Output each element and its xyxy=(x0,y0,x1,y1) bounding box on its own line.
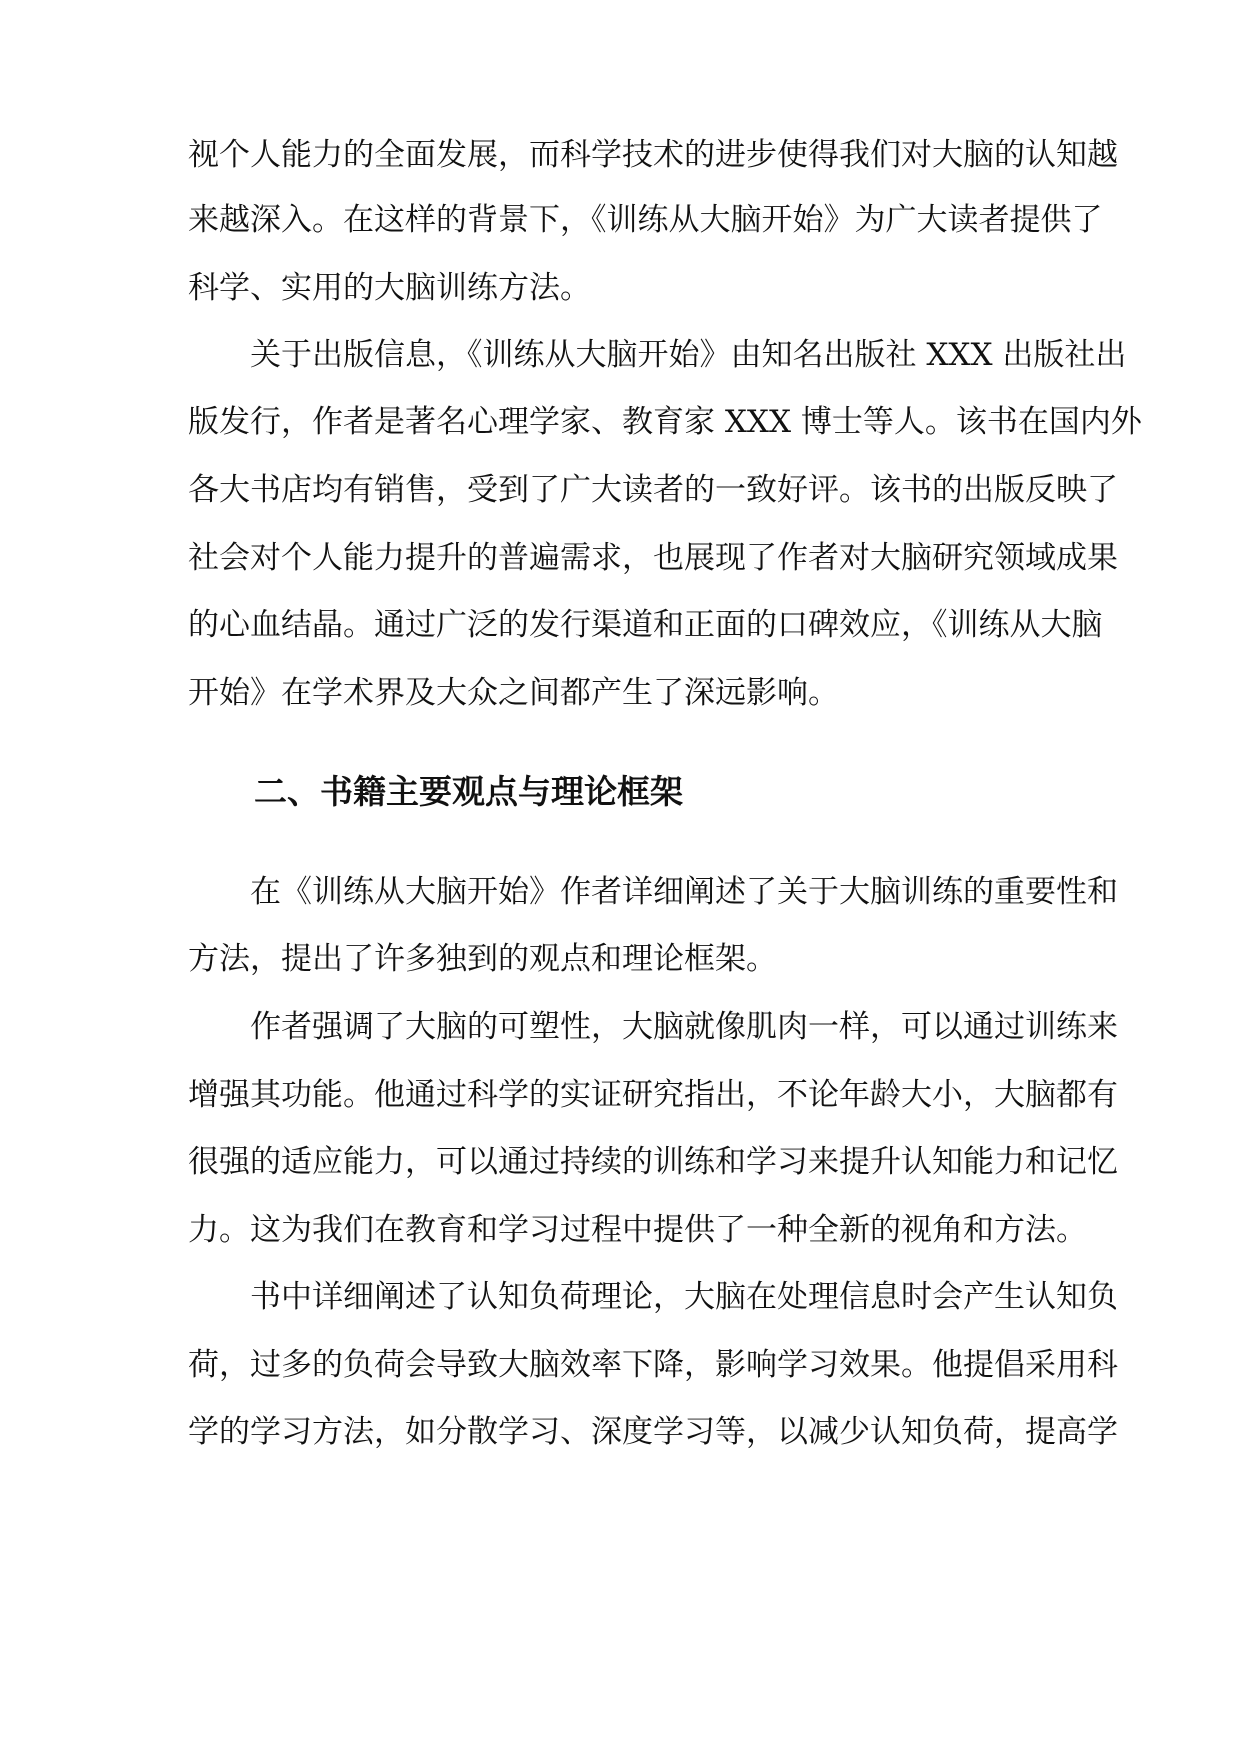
paragraph-line: 开始》在学术界及大众之间都产生了深远影响。 xyxy=(188,675,839,711)
paragraph-line: 来越深入。在这样的背景下，《训练从大脑开始》为广大读者提供了 xyxy=(188,202,1103,238)
paragraph-line: 视个人能力的全面发展，而科学技术的进步使得我们对大脑的认知越 xyxy=(188,137,1118,173)
section-heading: 二、书籍主要观点与理论框架 xyxy=(254,772,683,811)
paragraph-line: 很强的适应能力，可以通过持续的训练和学习来提升认知能力和记忆 xyxy=(188,1144,1118,1180)
paragraph-line: 作者强调了大脑的可塑性，大脑就像肌肉一样，可以通过训练来 xyxy=(250,1009,1118,1045)
paragraph-line: 方法，提出了许多独到的观点和理论框架。 xyxy=(188,941,777,977)
paragraph-line: 增强其功能。他通过科学的实证研究指出，不论年龄大小，大脑都有 xyxy=(188,1077,1118,1113)
paragraph-line: 荷，过多的负荷会导致大脑效率下降，影响学习效果。他提倡采用科 xyxy=(188,1347,1118,1383)
paragraph-line: 各大书店均有销售，受到了广大读者的一致好评。该书的出版反映了 xyxy=(188,472,1118,508)
paragraph-line: 力。这为我们在教育和学习过程中提供了一种全新的视角和方法。 xyxy=(188,1212,1087,1248)
paragraph-line: 科学、实用的大脑训练方法。 xyxy=(188,270,591,306)
paragraph-line: 在《训练从大脑开始》作者详细阐述了关于大脑训练的重要性和 xyxy=(250,874,1118,910)
paragraph-line: 社会对个人能力提升的普遍需求，也展现了作者对大脑研究领域成果 xyxy=(188,540,1118,576)
paragraph-line: 的心血结晶。通过广泛的发行渠道和正面的口碑效应，《训练从大脑 xyxy=(188,607,1103,643)
paragraph-line: 书中详细阐述了认知负荷理论，大脑在处理信息时会产生认知负 xyxy=(250,1279,1118,1315)
paragraph-line: 学的学习方法，如分散学习、深度学习等，以减少认知负荷，提高学 xyxy=(188,1414,1118,1450)
paragraph-line: 关于出版信息，《训练从大脑开始》由知名出版社 XXX 出版社出 xyxy=(250,337,1127,373)
paragraph-line: 版发行，作者是著名心理学家、教育家 XXX 博士等人。该书在国内外 xyxy=(188,404,1142,440)
